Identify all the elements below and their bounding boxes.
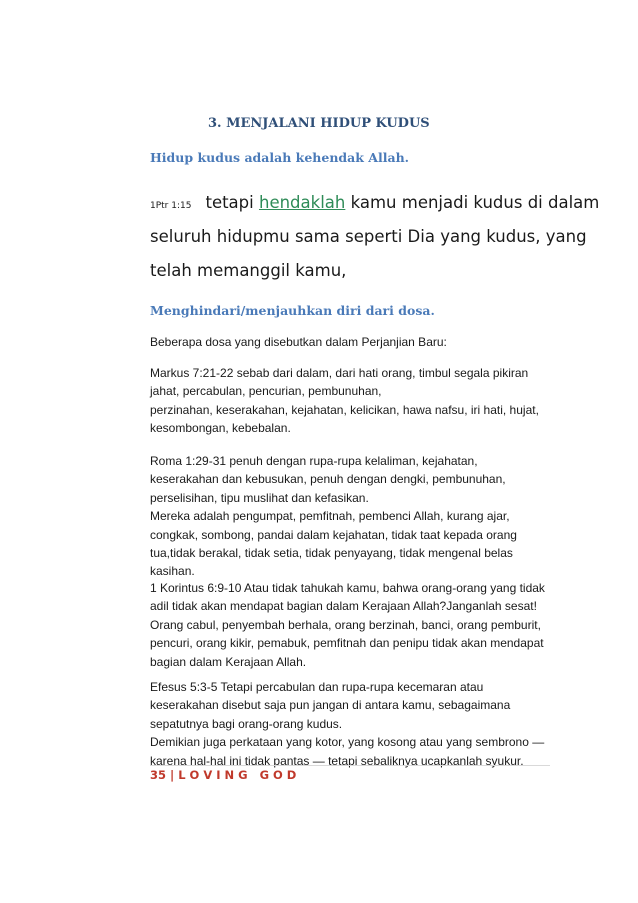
markus-line: Markus 7:21-22 sebab dari dalam, dari hati orang, timbul segala pikiran [150, 366, 529, 380]
markus-paragraph [150, 364, 550, 438]
verse-text-post: kamu menjadi kudus di dalam [345, 193, 600, 212]
footer-divider [150, 765, 550, 766]
subheading-avoid-sin: Menghindari/menjauhkan diri dari dosa. [150, 303, 435, 318]
efesus-line: karena hal-hal ini tidak pantas — tetapi sebaliknya ucapkanlah syukur. [150, 753, 524, 768]
korintus-paragraph [150, 579, 550, 671]
verse-line-3: telah memanggil kamu, [150, 261, 347, 280]
roma-line: kasihan. [150, 564, 195, 579]
korintus-line: 1 Korintus 6:9-10 Atau tidak tahukah kamu, bahwa orang-orang yang tidak [150, 581, 545, 595]
intro-line: Beberapa dosa yang disebutkan dalam Perjanjian Baru: [150, 335, 447, 349]
verse-line-2: seluruh hidupmu sama seperti Dia yang kudus, yang [150, 227, 587, 246]
markus-line: jahat, percabulan, pencurian, pembunuhan, [150, 384, 382, 399]
korintus-line: bagian dalam Kerajaan Allah. [150, 654, 307, 669]
efesus-line: keserakahan disebut saja pun jangan di antara kamu, sebagaimana [150, 698, 511, 713]
korintus-line: pencuri, orang kikir, pemabuk, pemfitnah dan penipu tidak akan mendapat [150, 636, 544, 651]
roma-line: keserakahan dan kebusukan, penuh dengan dengki, pembunuhan, [150, 472, 506, 487]
efesus-line: Efesus 5:3-5 Tetapi percabulan dan rupa-rupa kecemaran atau [150, 680, 484, 694]
efesus-line: sepatutnya bagi orang-orang kudus. [150, 716, 343, 731]
verse-line-1 [150, 193, 599, 212]
markus-line: kesombongan, kebebalan. [150, 421, 291, 436]
roma-line: Mereka adalah pengumpat, pemfitnah, pembenci Allah, kurang ajar, [150, 509, 510, 524]
roma-line: perselisihan, tipu muslihat dan kefasikan. [150, 490, 369, 505]
roma-paragraph [150, 452, 550, 581]
markus-line: perzinahan, keserakahan, kejahatan, kelicikan, hawa nafsu, iri hati, hujat, [150, 402, 539, 417]
verse-text-pre: tetapi [205, 193, 259, 212]
subheading-holy-life: Hidup kudus adalah kehendak Allah. [150, 150, 410, 165]
roma-line: Roma 1:29-31 penuh dengan rupa-rupa kelaliman, kejahatan, [150, 454, 478, 468]
efesus-paragraph [150, 678, 550, 770]
verse-emphasis: hendaklah [258, 193, 346, 212]
korintus-line: adil tidak akan mendapat bagian dalam Kerajaan Allah?Janganlah sesat! [150, 599, 537, 614]
section-heading: 3. MENJALANI HIDUP KUDUS [208, 116, 430, 131]
efesus-line: Demikian juga perkataan yang kotor, yang kosong atau yang sembrono — [150, 735, 545, 750]
verse-reference: 1Ptr 1:15 [150, 201, 192, 211]
roma-line: congkak, sombong, pandai dalam kejahatan, tidak taat kepada orang [150, 527, 517, 542]
korintus-line: Orang cabul, penyembah berhala, orang berzinah, banci, orang pemburit, [150, 617, 541, 632]
intro-paragraph [150, 333, 550, 351]
page-footer: 35 | L O V I N G G O D [150, 768, 297, 782]
roma-line: tua,tidak berakal, tidak setia, tidak penyayang, tidak mengenal belas [150, 546, 513, 561]
